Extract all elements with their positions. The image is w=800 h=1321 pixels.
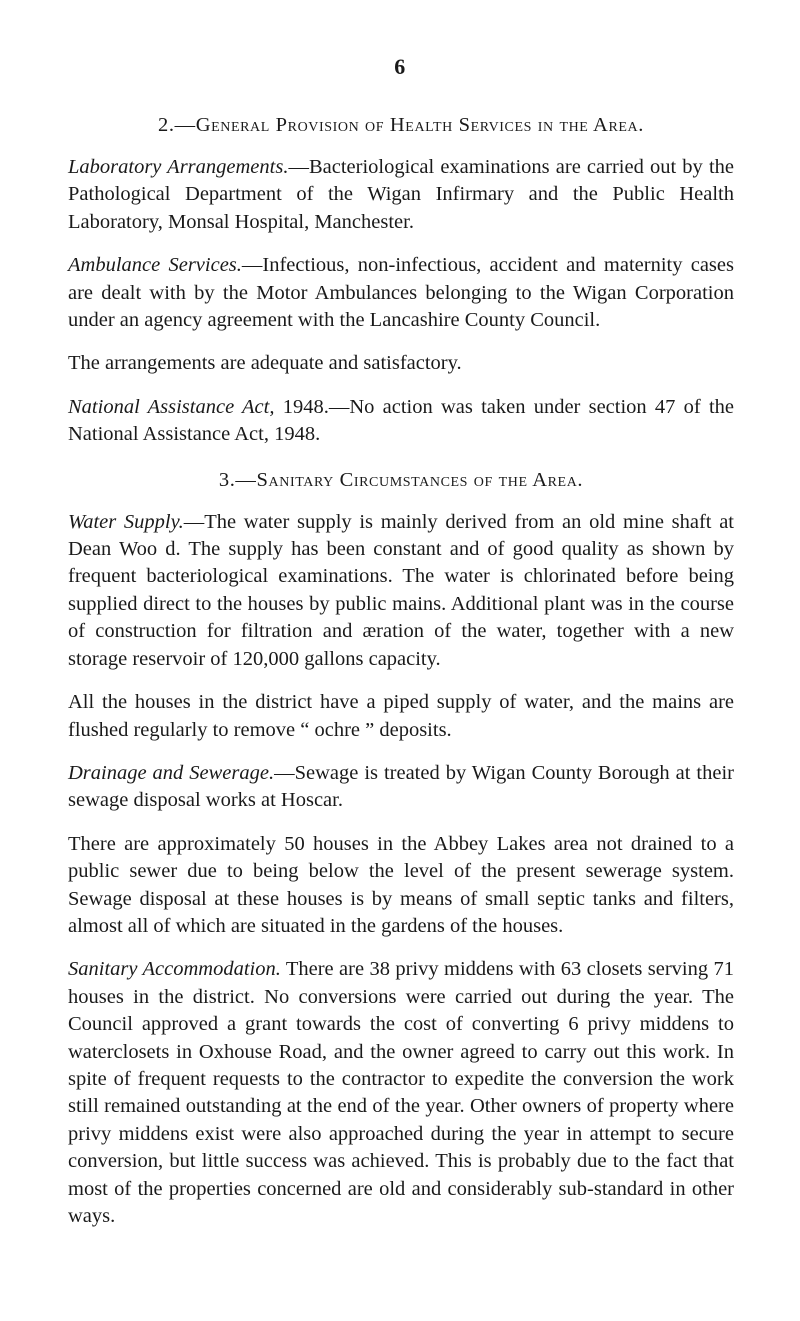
abbey-lakes-paragraph: There are approximately 50 houses in the Abbey Lakes area not drained to a public sewer due to being below the level of the present sewerage system. Sewage disposal at these houses is by means of small septic tanks and filters, almost all of which are situated in the gardens of the houses.	[68, 832, 734, 937]
sanitary-accommodation-lead: Sanitary Accommodation.	[68, 958, 281, 981]
laboratory-paragraph	[68, 154, 734, 236]
section-2-heading	[68, 110, 734, 140]
national-assistance-paragraph	[68, 394, 734, 449]
section-2-title: General Provision of Health Services in the Area.	[195, 114, 644, 136]
ambulance-body: —Infectious, non-infectious, accident and maternity cases are dealt with by the Motor Ambulances belonging to the Wigan Corporation under an agency agreement with the Lancashire County Council.	[68, 254, 734, 332]
section-3-title: Sanitary Circumstances of the Area.	[256, 468, 584, 491]
drainage-paragraph	[68, 760, 734, 815]
sanitary-accommodation-paragraph	[68, 956, 734, 1230]
section-3-number: 3.—	[218, 468, 257, 491]
water-supply-paragraph	[68, 509, 734, 673]
adequate-paragraph: The arrangements are adequate and satisfactory.	[68, 352, 462, 375]
piped-supply-paragraph: All the houses in the district have a piped supply of water, and the mains are flushed regularly to remove “ ochre ” deposits.	[68, 691, 734, 741]
section-3-heading	[68, 465, 734, 495]
water-supply-lead: Water Supply.	[68, 510, 184, 533]
water-supply-body: —The water supply is mainly derived from an old mine shaft at Dean Woo d. The supply has been constant and of good quality as shown by frequent bacteriological examinations. The water is chlorinated before being supplied direct to the houses by public mains. Additional plant was in the course of construction for filtration and æration of the water, together with a new storage reservoir of 120,000 gallons capacity.	[68, 510, 734, 670]
ambulance-lead: Ambulance Services.	[68, 254, 242, 277]
laboratory-lead: Laboratory Arrangements.	[68, 156, 289, 178]
drainage-lead: Drainage and Sewerage.	[68, 761, 275, 784]
document-body	[68, 110, 734, 1246]
ambulance-paragraph	[68, 252, 734, 334]
section-2-number: 2.—	[158, 114, 196, 136]
national-assistance-body: 1948.—No action was taken under section 47 of the National Assistance Act, 1948.	[68, 395, 734, 446]
laboratory-body: —Bacteriological examinations are carried out by the Pathological Department of the Wigan Infirmary and the Public Health Laboratory, Monsal Hospital, Manchester.	[68, 156, 734, 233]
page-number: 6	[394, 54, 406, 79]
sanitary-accommodation-body: There are 38 privy middens with 63 closets serving 71 houses in the district. No conversions were carried out during the year. The Council approved a grant towards the cost of converting 6 privy middens to waterclosets in Oxhouse Road, and the owner agreed to carry out this work. In spite of frequent requests to the contractor to expedite the conversion the work still remained outstanding at the end of the year. Other owners of property where privy middens exist were also approached during the year in attempt to secure conversion, but little success was achieved. This is probably due to the fact that most of the properties concerned are old and considerably sub-standard in other ways.	[68, 958, 735, 1227]
drainage-body: —Sewage is treated by Wigan County Borough at their sewage disposal works at Hoscar.	[68, 761, 734, 812]
national-assistance-lead: National Assistance Act,	[68, 395, 275, 418]
